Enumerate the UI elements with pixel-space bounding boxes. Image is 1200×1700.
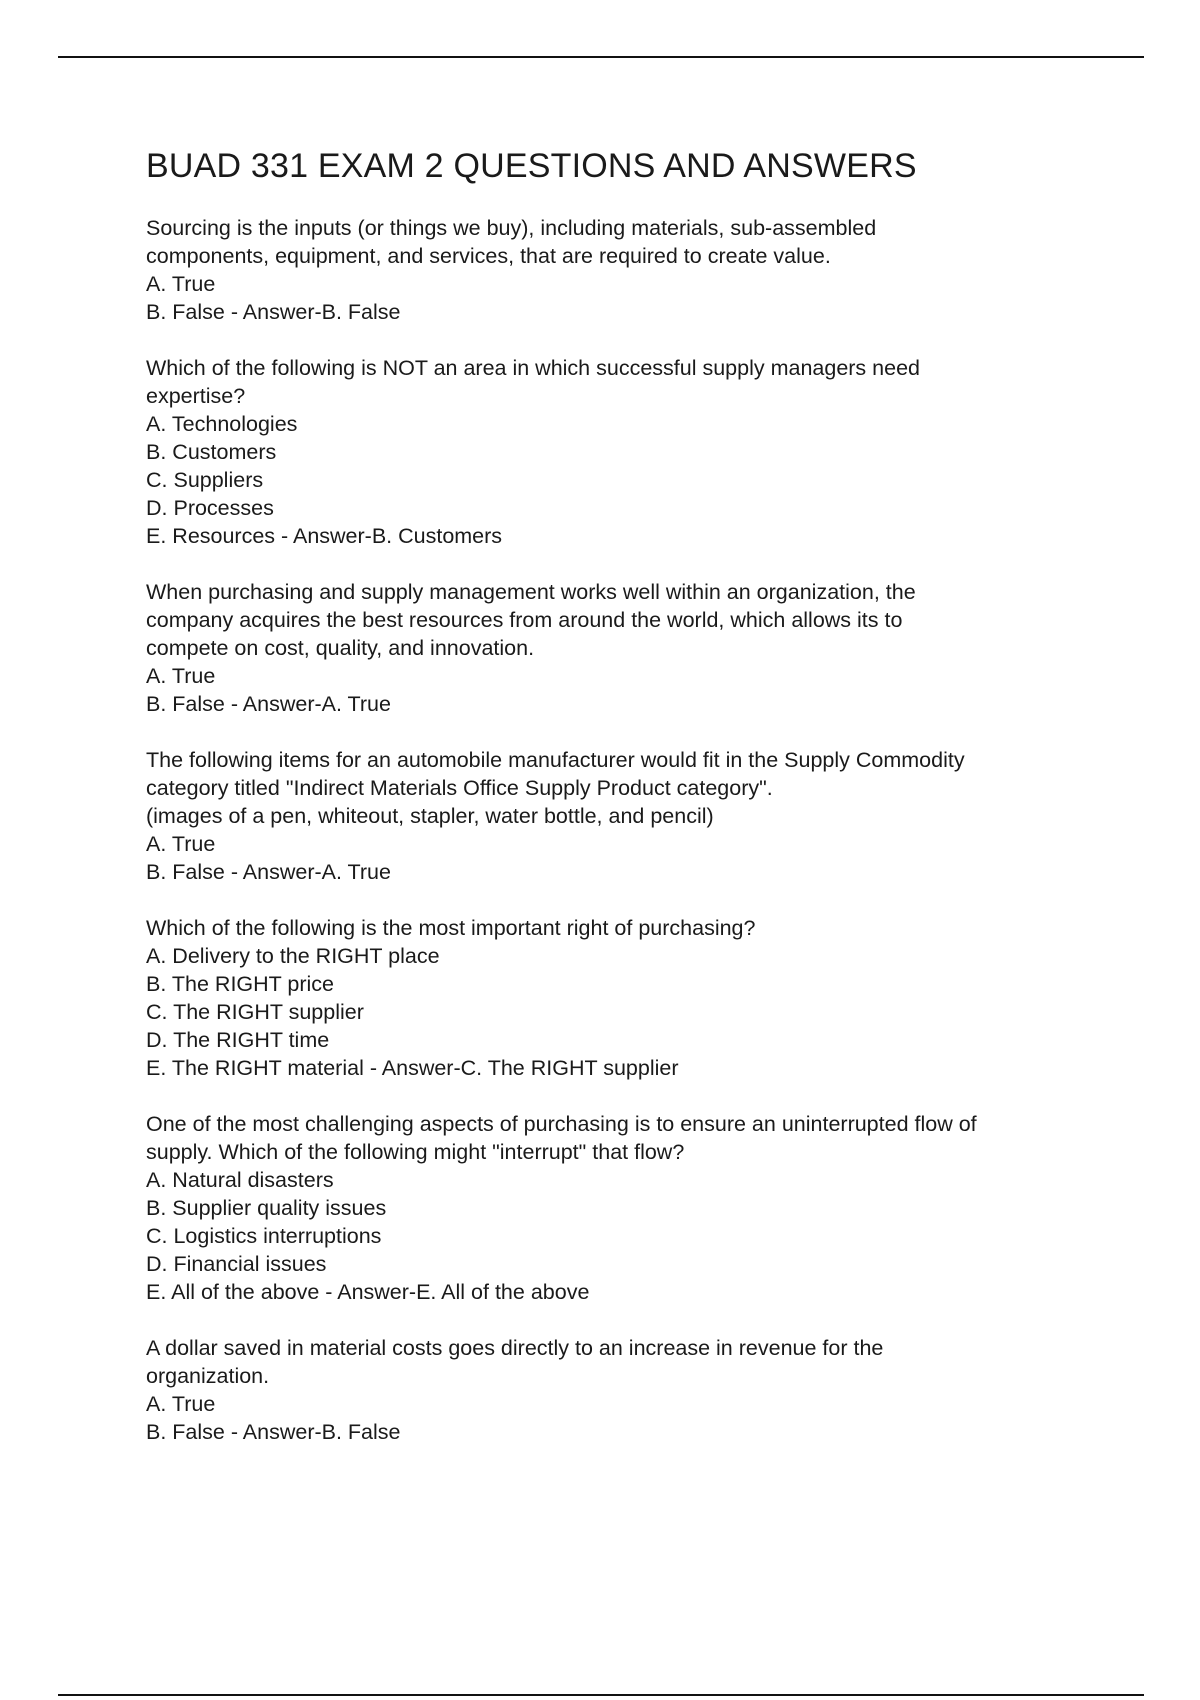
- answer-option: A. True: [146, 1392, 216, 1416]
- answer-option: C. Logistics interruptions: [146, 1224, 382, 1248]
- answer-option: A. True: [146, 664, 216, 688]
- answer-option: B. The RIGHT price: [146, 972, 334, 996]
- question-text: (images of a pen, whiteout, stapler, water bottle, and pencil): [146, 804, 714, 828]
- answer-option: B. False - Answer-A. True: [146, 692, 391, 716]
- answer-option: D. Financial issues: [146, 1252, 327, 1276]
- question-text: supply. Which of the following might "interrupt" that flow?: [146, 1140, 685, 1164]
- answer-option: B. Supplier quality issues: [146, 1196, 387, 1220]
- answer-option: D. Processes: [146, 496, 274, 520]
- answer-option: A. True: [146, 832, 216, 856]
- answer-option: C. Suppliers: [146, 468, 264, 492]
- question-text: expertise?: [146, 384, 246, 408]
- answer-option: C. The RIGHT supplier: [146, 1000, 364, 1024]
- question-text: The following items for an automobile manufacturer would fit in the Supply Commodity: [146, 748, 965, 772]
- question-block: [146, 1110, 1086, 1306]
- question-text: organization.: [146, 1364, 270, 1388]
- question-text: Which of the following is the most important right of purchasing?: [146, 916, 756, 940]
- question-text: When purchasing and supply management works well within an organization, the: [146, 580, 916, 604]
- question-block: [146, 1334, 1086, 1446]
- question-block: [146, 746, 1086, 886]
- question-block: [146, 354, 1086, 550]
- question-block: [146, 914, 1086, 1082]
- question-text: One of the most challenging aspects of purchasing is to ensure an uninterrupted flow of: [146, 1112, 977, 1136]
- answer-option: D. The RIGHT time: [146, 1028, 330, 1052]
- question-block: [146, 578, 1086, 718]
- document-content: [146, 144, 1086, 1474]
- answer-option: A. Delivery to the RIGHT place: [146, 944, 440, 968]
- top-rule: [58, 56, 1144, 58]
- answer-option: B. False - Answer-B. False: [146, 300, 401, 324]
- question-block: [146, 214, 1086, 326]
- question-text: A dollar saved in material costs goes directly to an increase in revenue for the: [146, 1336, 884, 1360]
- bottom-rule: [58, 1694, 1144, 1696]
- question-text: Which of the following is NOT an area in which successful supply managers need: [146, 356, 920, 380]
- question-text: compete on cost, quality, and innovation.: [146, 636, 535, 660]
- question-text: company acquires the best resources from around the world, which allows its to: [146, 608, 903, 632]
- answer-option: B. False - Answer-B. False: [146, 1420, 401, 1444]
- page-title: BUAD 331 EXAM 2 QUESTIONS AND ANSWERS: [146, 147, 917, 185]
- answer-option: E. Resources - Answer-B. Customers: [146, 524, 503, 548]
- question-text: Sourcing is the inputs (or things we buy), including materials, sub-assembled: [146, 216, 877, 240]
- answer-option: B. False - Answer-A. True: [146, 860, 391, 884]
- question-text: category titled "Indirect Materials Office Supply Product category".: [146, 776, 773, 800]
- answer-option: B. Customers: [146, 440, 277, 464]
- answer-option: A. Natural disasters: [146, 1168, 334, 1192]
- answer-option: E. The RIGHT material - Answer-C. The RIGHT supplier: [146, 1056, 679, 1080]
- question-text: components, equipment, and services, that are required to create value.: [146, 244, 831, 268]
- answer-option: A. True: [146, 272, 216, 296]
- answer-option: E. All of the above - Answer-E. All of the above: [146, 1280, 590, 1304]
- answer-option: A. Technologies: [146, 412, 298, 436]
